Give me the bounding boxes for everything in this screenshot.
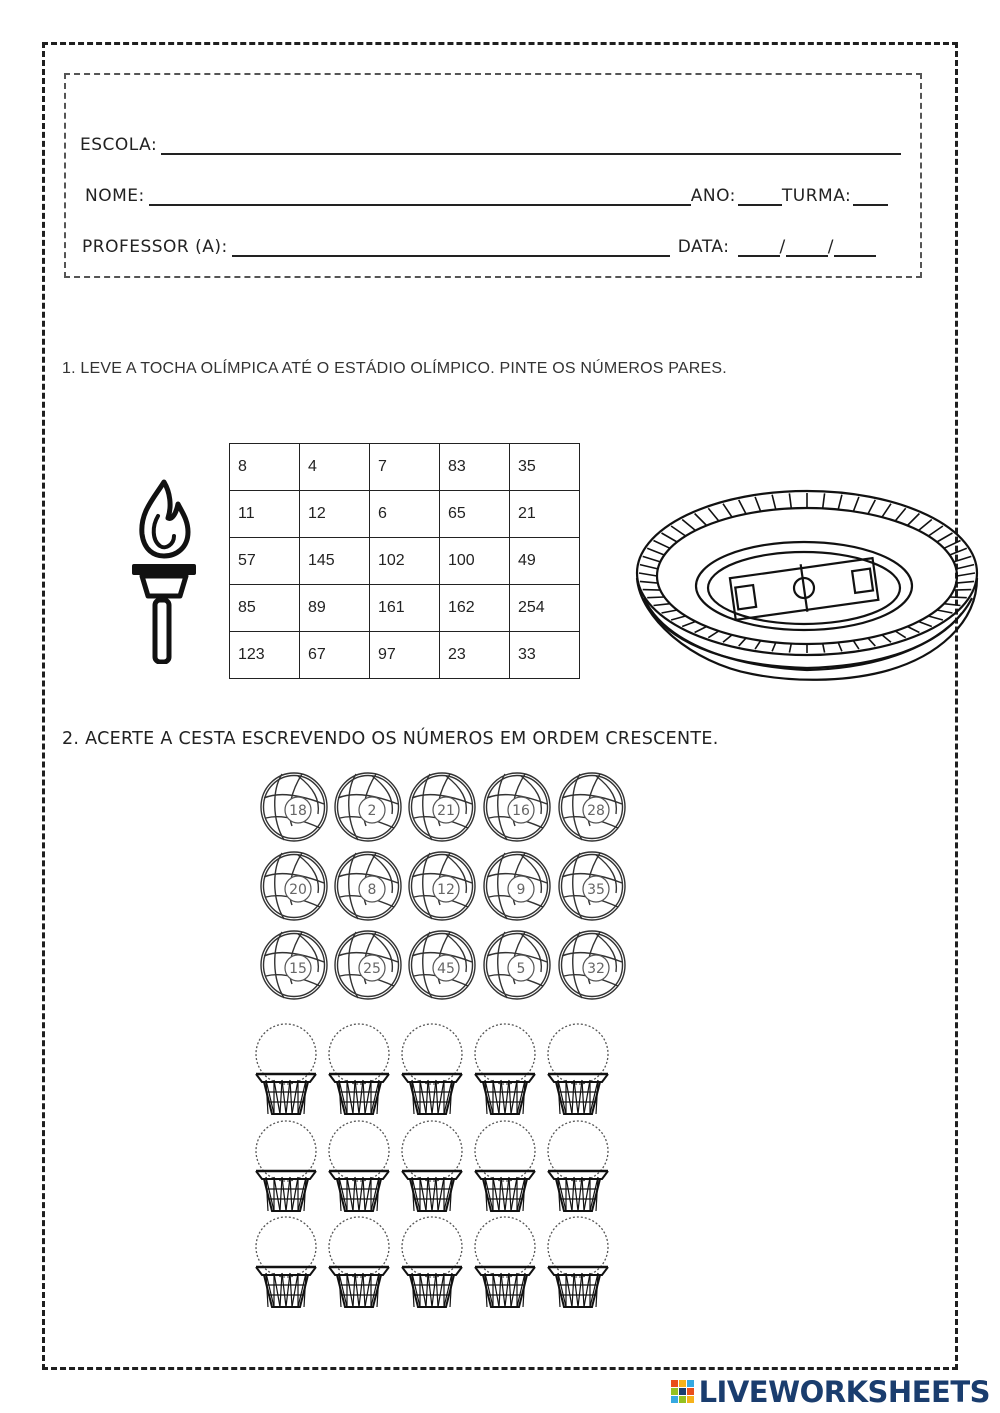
- stadium-seat-line: [954, 590, 972, 591]
- basketball-icon: [258, 928, 330, 1002]
- basketball-number: 18: [289, 803, 307, 819]
- stadium-seat-line: [654, 541, 671, 549]
- basketball-icon: [556, 928, 628, 1002]
- grid-cell[interactable]: 102: [370, 538, 440, 585]
- basket-hoop-icon[interactable]: [471, 1020, 539, 1120]
- stadium-seat-line: [662, 533, 678, 542]
- basketball-icon: [481, 849, 553, 923]
- grid-cell[interactable]: 85: [230, 585, 300, 632]
- grid-cell[interactable]: 7: [370, 444, 440, 491]
- stadium-seat-line: [639, 573, 657, 576]
- grid-cell[interactable]: 162: [440, 585, 510, 632]
- stadium-seat-line: [789, 644, 791, 653]
- professor-input[interactable]: [232, 237, 670, 257]
- stadium-icon: [632, 478, 982, 688]
- nome-input[interactable]: [149, 186, 691, 206]
- stadium-seat-line: [919, 622, 932, 627]
- basket-hoop-icon[interactable]: [471, 1213, 539, 1313]
- basketball-number: 12: [437, 882, 455, 898]
- stadium-seat-line: [695, 514, 707, 526]
- grid-cell[interactable]: 65: [440, 491, 510, 538]
- nome-field: [85, 186, 888, 206]
- basket-hoop-icon[interactable]: [544, 1213, 612, 1313]
- ano-label: ANO:: [690, 186, 736, 206]
- stadium-seat-line: [647, 597, 664, 598]
- stadium-seat-line: [907, 514, 919, 526]
- stadium-seat-line: [957, 573, 975, 576]
- basketball-number: 35: [587, 882, 605, 898]
- basketball-icon: [556, 770, 628, 844]
- stadium-seat-line: [950, 548, 967, 555]
- grid-cell[interactable]: 100: [440, 538, 510, 585]
- basketball-number: 16: [512, 803, 530, 819]
- basketball-icon: [332, 928, 404, 1002]
- stadium-seat-line: [708, 631, 719, 638]
- stadium-seat-line: [956, 581, 974, 583]
- stadium-seat-line: [643, 590, 661, 591]
- stadium-seat-line: [695, 627, 707, 633]
- basket-hoop-icon[interactable]: [252, 1020, 320, 1120]
- basket-hoop-icon[interactable]: [544, 1117, 612, 1217]
- stadium-seat-line: [937, 533, 953, 542]
- basketball-icon: [481, 770, 553, 844]
- escola-input[interactable]: [161, 135, 901, 155]
- stadium-seat-line: [895, 631, 906, 638]
- basket-hoop-icon[interactable]: [544, 1020, 612, 1120]
- grid-cell[interactable]: 67: [300, 632, 370, 679]
- basketball-number: 20: [289, 882, 307, 898]
- liveworksheets-brand: [671, 1375, 990, 1409]
- stadium-seat-line: [789, 493, 791, 508]
- stadium-seat-line: [944, 541, 961, 549]
- question-2-title: 2. ACERTE A CESTA ESCREVENDO OS NÚMEROS EM ORDEM CRESCENTE.: [62, 729, 719, 749]
- stadium-seat-line: [640, 565, 658, 569]
- stadium-seat-line: [919, 520, 932, 531]
- grid-row: [230, 444, 580, 491]
- stadium-seat-line: [853, 497, 859, 511]
- stadium-seat-line: [772, 643, 776, 652]
- stadium-seat-line: [823, 493, 825, 508]
- ano-input[interactable]: [738, 186, 782, 206]
- basket-hoop-icon[interactable]: [325, 1117, 393, 1217]
- basketball-icon: [556, 849, 628, 923]
- stadium-seat-line: [643, 556, 661, 562]
- grid-cell[interactable]: 161: [370, 585, 440, 632]
- grid-cell[interactable]: 57: [230, 538, 300, 585]
- grid-cell[interactable]: 6: [370, 491, 440, 538]
- grid-cell[interactable]: 33: [510, 632, 580, 679]
- stadium-seat-line: [868, 500, 875, 514]
- stadium-seat-line: [755, 641, 761, 649]
- stadium-seat-line: [895, 508, 906, 521]
- date-slash: /: [779, 237, 786, 257]
- grid-cell[interactable]: 11: [230, 491, 300, 538]
- basketball-number: 2: [367, 803, 377, 819]
- grid-cell[interactable]: 23: [440, 632, 510, 679]
- stadium-seat-line: [654, 604, 671, 606]
- basketball-icon: [332, 849, 404, 923]
- basketball-icon: [406, 770, 478, 844]
- grid-cell[interactable]: 49: [510, 538, 580, 585]
- grid-cell[interactable]: 21: [510, 491, 580, 538]
- grid-row: [230, 491, 580, 538]
- liveworksheets-logo-icon: [671, 1380, 695, 1404]
- grid-cell[interactable]: 123: [230, 632, 300, 679]
- stadium-seat-line: [682, 622, 695, 627]
- escola-label: ESCOLA:: [80, 135, 158, 155]
- stadium-seat-line: [723, 504, 732, 517]
- stadium-seat-line: [950, 597, 967, 598]
- stadium-seat-line: [928, 526, 943, 536]
- escola-field: [80, 135, 901, 155]
- basket-hoop-icon[interactable]: [252, 1213, 320, 1313]
- stadium-seat-line: [853, 641, 859, 649]
- basketball-icon: [406, 928, 478, 1002]
- stadium-seat-line: [647, 548, 664, 555]
- basket-hoop-icon[interactable]: [325, 1020, 393, 1120]
- olympic-torch-icon: [128, 478, 200, 664]
- basketball-number: 8: [367, 882, 377, 898]
- grid-cell[interactable]: 89: [300, 585, 370, 632]
- basketball-number: 28: [587, 803, 605, 819]
- basketball-icon: [258, 770, 330, 844]
- turma-label: TURMA:: [781, 186, 852, 206]
- stadium-seat-line: [928, 616, 943, 620]
- stadium-seat-line: [907, 627, 919, 633]
- basketball-number: 32: [587, 961, 605, 977]
- data-day-input[interactable]: [738, 237, 780, 257]
- grid-cell[interactable]: 8: [230, 444, 300, 491]
- basketball-number: 15: [289, 961, 307, 977]
- professor-label: PROFESSOR (A):: [82, 237, 228, 257]
- stadium-seat-line: [882, 635, 891, 642]
- stadium-seat-line: [671, 616, 686, 620]
- numbers-grid: [229, 443, 580, 679]
- stadium-seat-line: [937, 610, 953, 613]
- nome-label: NOME:: [85, 186, 145, 206]
- turma-input[interactable]: [853, 186, 888, 206]
- stadium-seat-line: [739, 638, 746, 646]
- stadium-seat-line: [838, 495, 842, 510]
- stadium-seat-line: [755, 497, 761, 511]
- stadium-seat-line: [739, 500, 746, 514]
- question-1-title: 1. LEVE A TOCHA OLÍMPICA ATÉ O ESTÁDIO OLÍMPICO. PINTE OS NÚMEROS PARES.: [62, 360, 727, 377]
- stadium-seat-line: [823, 644, 825, 653]
- grid-row: [230, 632, 580, 679]
- stadium-seat-line: [723, 635, 732, 642]
- grid-row: [230, 585, 580, 632]
- data-label: DATA:: [677, 237, 730, 257]
- data-year-input[interactable]: [834, 237, 876, 257]
- grid-row: [230, 538, 580, 585]
- grid-cell[interactable]: 12: [300, 491, 370, 538]
- stadium-seat-line: [944, 604, 961, 606]
- basketball-number: 9: [516, 882, 526, 898]
- basketball-number: 21: [437, 803, 455, 819]
- basket-hoop-icon[interactable]: [398, 1117, 466, 1217]
- basketball-icon: [332, 770, 404, 844]
- stadium-seat-line: [956, 565, 974, 569]
- grid-cell[interactable]: 83: [440, 444, 510, 491]
- basketball-number: 25: [363, 961, 381, 977]
- stadium-seat-line: [671, 526, 686, 536]
- grid-cell[interactable]: 35: [510, 444, 580, 491]
- stadium-seat-line: [662, 610, 678, 613]
- basket-hoop-icon[interactable]: [252, 1117, 320, 1217]
- basketball-number: 5: [516, 961, 526, 977]
- grid-cell[interactable]: 97: [370, 632, 440, 679]
- stadium-seat-line: [882, 504, 891, 517]
- stadium-seat-line: [772, 495, 776, 510]
- stadium-seat-line: [868, 638, 875, 646]
- basketball-icon: [481, 928, 553, 1002]
- stadium-seat-line: [838, 643, 842, 652]
- basketball-icon: [406, 849, 478, 923]
- date-slash: /: [827, 237, 834, 257]
- basket-hoop-icon[interactable]: [325, 1213, 393, 1313]
- grid-cell[interactable]: 4: [300, 444, 370, 491]
- basket-hoop-icon[interactable]: [398, 1213, 466, 1313]
- basket-hoop-icon[interactable]: [471, 1117, 539, 1217]
- professor-field: [82, 237, 876, 257]
- grid-cell[interactable]: 254: [510, 585, 580, 632]
- basket-hoop-icon[interactable]: [398, 1020, 466, 1120]
- stadium-seat-line: [682, 520, 695, 531]
- basketball-number: 45: [437, 961, 455, 977]
- grid-cell[interactable]: 145: [300, 538, 370, 585]
- stadium-seat-line: [954, 556, 972, 562]
- stadium-seat-line: [708, 508, 719, 521]
- basketball-icon: [258, 849, 330, 923]
- stadium-seat-line: [640, 581, 658, 583]
- data-month-input[interactable]: [786, 237, 828, 257]
- brand-text: LIVEWORKSHEETS: [698, 1375, 990, 1409]
